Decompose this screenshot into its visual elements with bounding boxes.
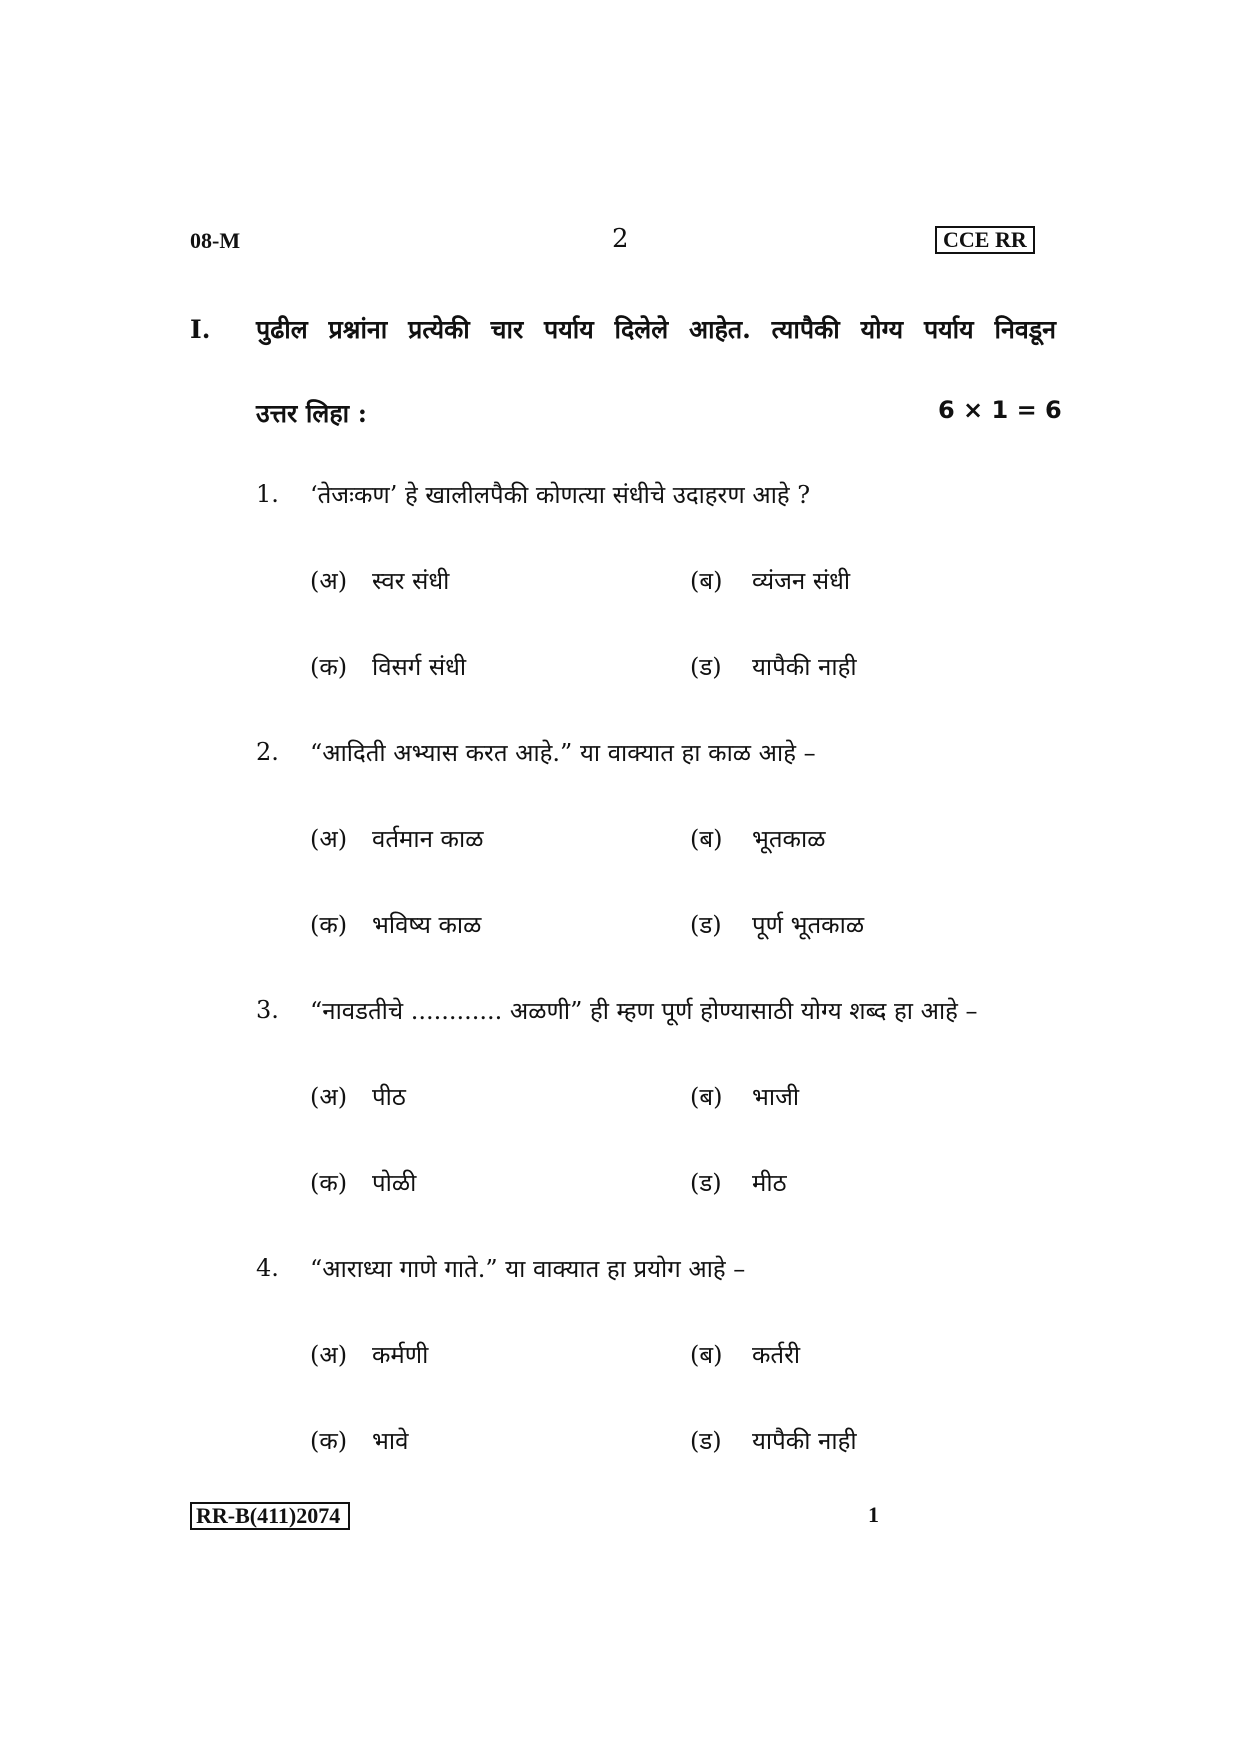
question-text: “आदिती अभ्यास करत आहे.” या वाक्यात हा काळ आहे – <box>310 739 816 767</box>
option-b: (ब) कर्तरी <box>690 1341 801 1369</box>
section-instruction: पुढील प्रश्नांना प्रत्येकी चार पर्याय दिलेले आहेत. त्यापैकी योग्य पर्याय निवडून <box>256 315 1056 344</box>
question-text: ‘तेजःकण’ हे खालीलपैकी कोणत्या संधीचे उदाहरण आहे ? <box>310 481 811 509</box>
option-d: (ड) यापैकी नाही <box>690 653 857 681</box>
option-d: (ड) पूर्ण भूतकाळ <box>690 911 865 939</box>
series-box: CCE RR <box>935 226 1035 254</box>
option-c: (क) विसर्ग संधी <box>310 653 467 681</box>
option-c: (क) भविष्य काळ <box>310 911 482 939</box>
section-number: I. <box>190 315 211 344</box>
option-d: (ड) मीठ <box>690 1169 787 1197</box>
paper-code: 08-M <box>190 228 241 253</box>
option-a: (अ) पीठ <box>310 1083 406 1111</box>
question-text: “आराध्या गाणे गाते.” या वाक्यात हा प्रयोग आहे – <box>310 1255 746 1283</box>
question-text: “नावडतीचे ............ अळणी” ही म्हण पूर्ण होण्यासाठी योग्य शब्द हा आहे – <box>310 997 978 1025</box>
option-b: (ब) भूतकाळ <box>690 825 826 853</box>
option-a: (अ) कर्मणी <box>310 1341 429 1369</box>
page-number: 2 <box>612 224 629 254</box>
question-number: 4. <box>256 1254 279 1282</box>
option-b: (ब) व्यंजन संधी <box>690 567 851 595</box>
option-d: (ड) यापैकी नाही <box>690 1427 857 1455</box>
question-number: 2. <box>256 738 279 766</box>
section-marks: 6 × 1 = 6 <box>938 396 1062 424</box>
option-c: (क) पोळी <box>310 1169 417 1197</box>
option-c: (क) भावे <box>310 1427 409 1455</box>
question-number: 3. <box>256 996 279 1024</box>
option-a: (अ) वर्तमान काळ <box>310 825 484 853</box>
footer-code-box: RR-B(411)2074 <box>190 1502 350 1530</box>
option-a: (अ) स्वर संधी <box>310 567 450 595</box>
question-number: 1. <box>256 480 279 508</box>
option-b: (ब) भाजी <box>690 1083 800 1111</box>
section-instruction-cont: उत्तर लिहा : <box>256 399 368 428</box>
footer-page: 1 <box>868 1502 879 1527</box>
